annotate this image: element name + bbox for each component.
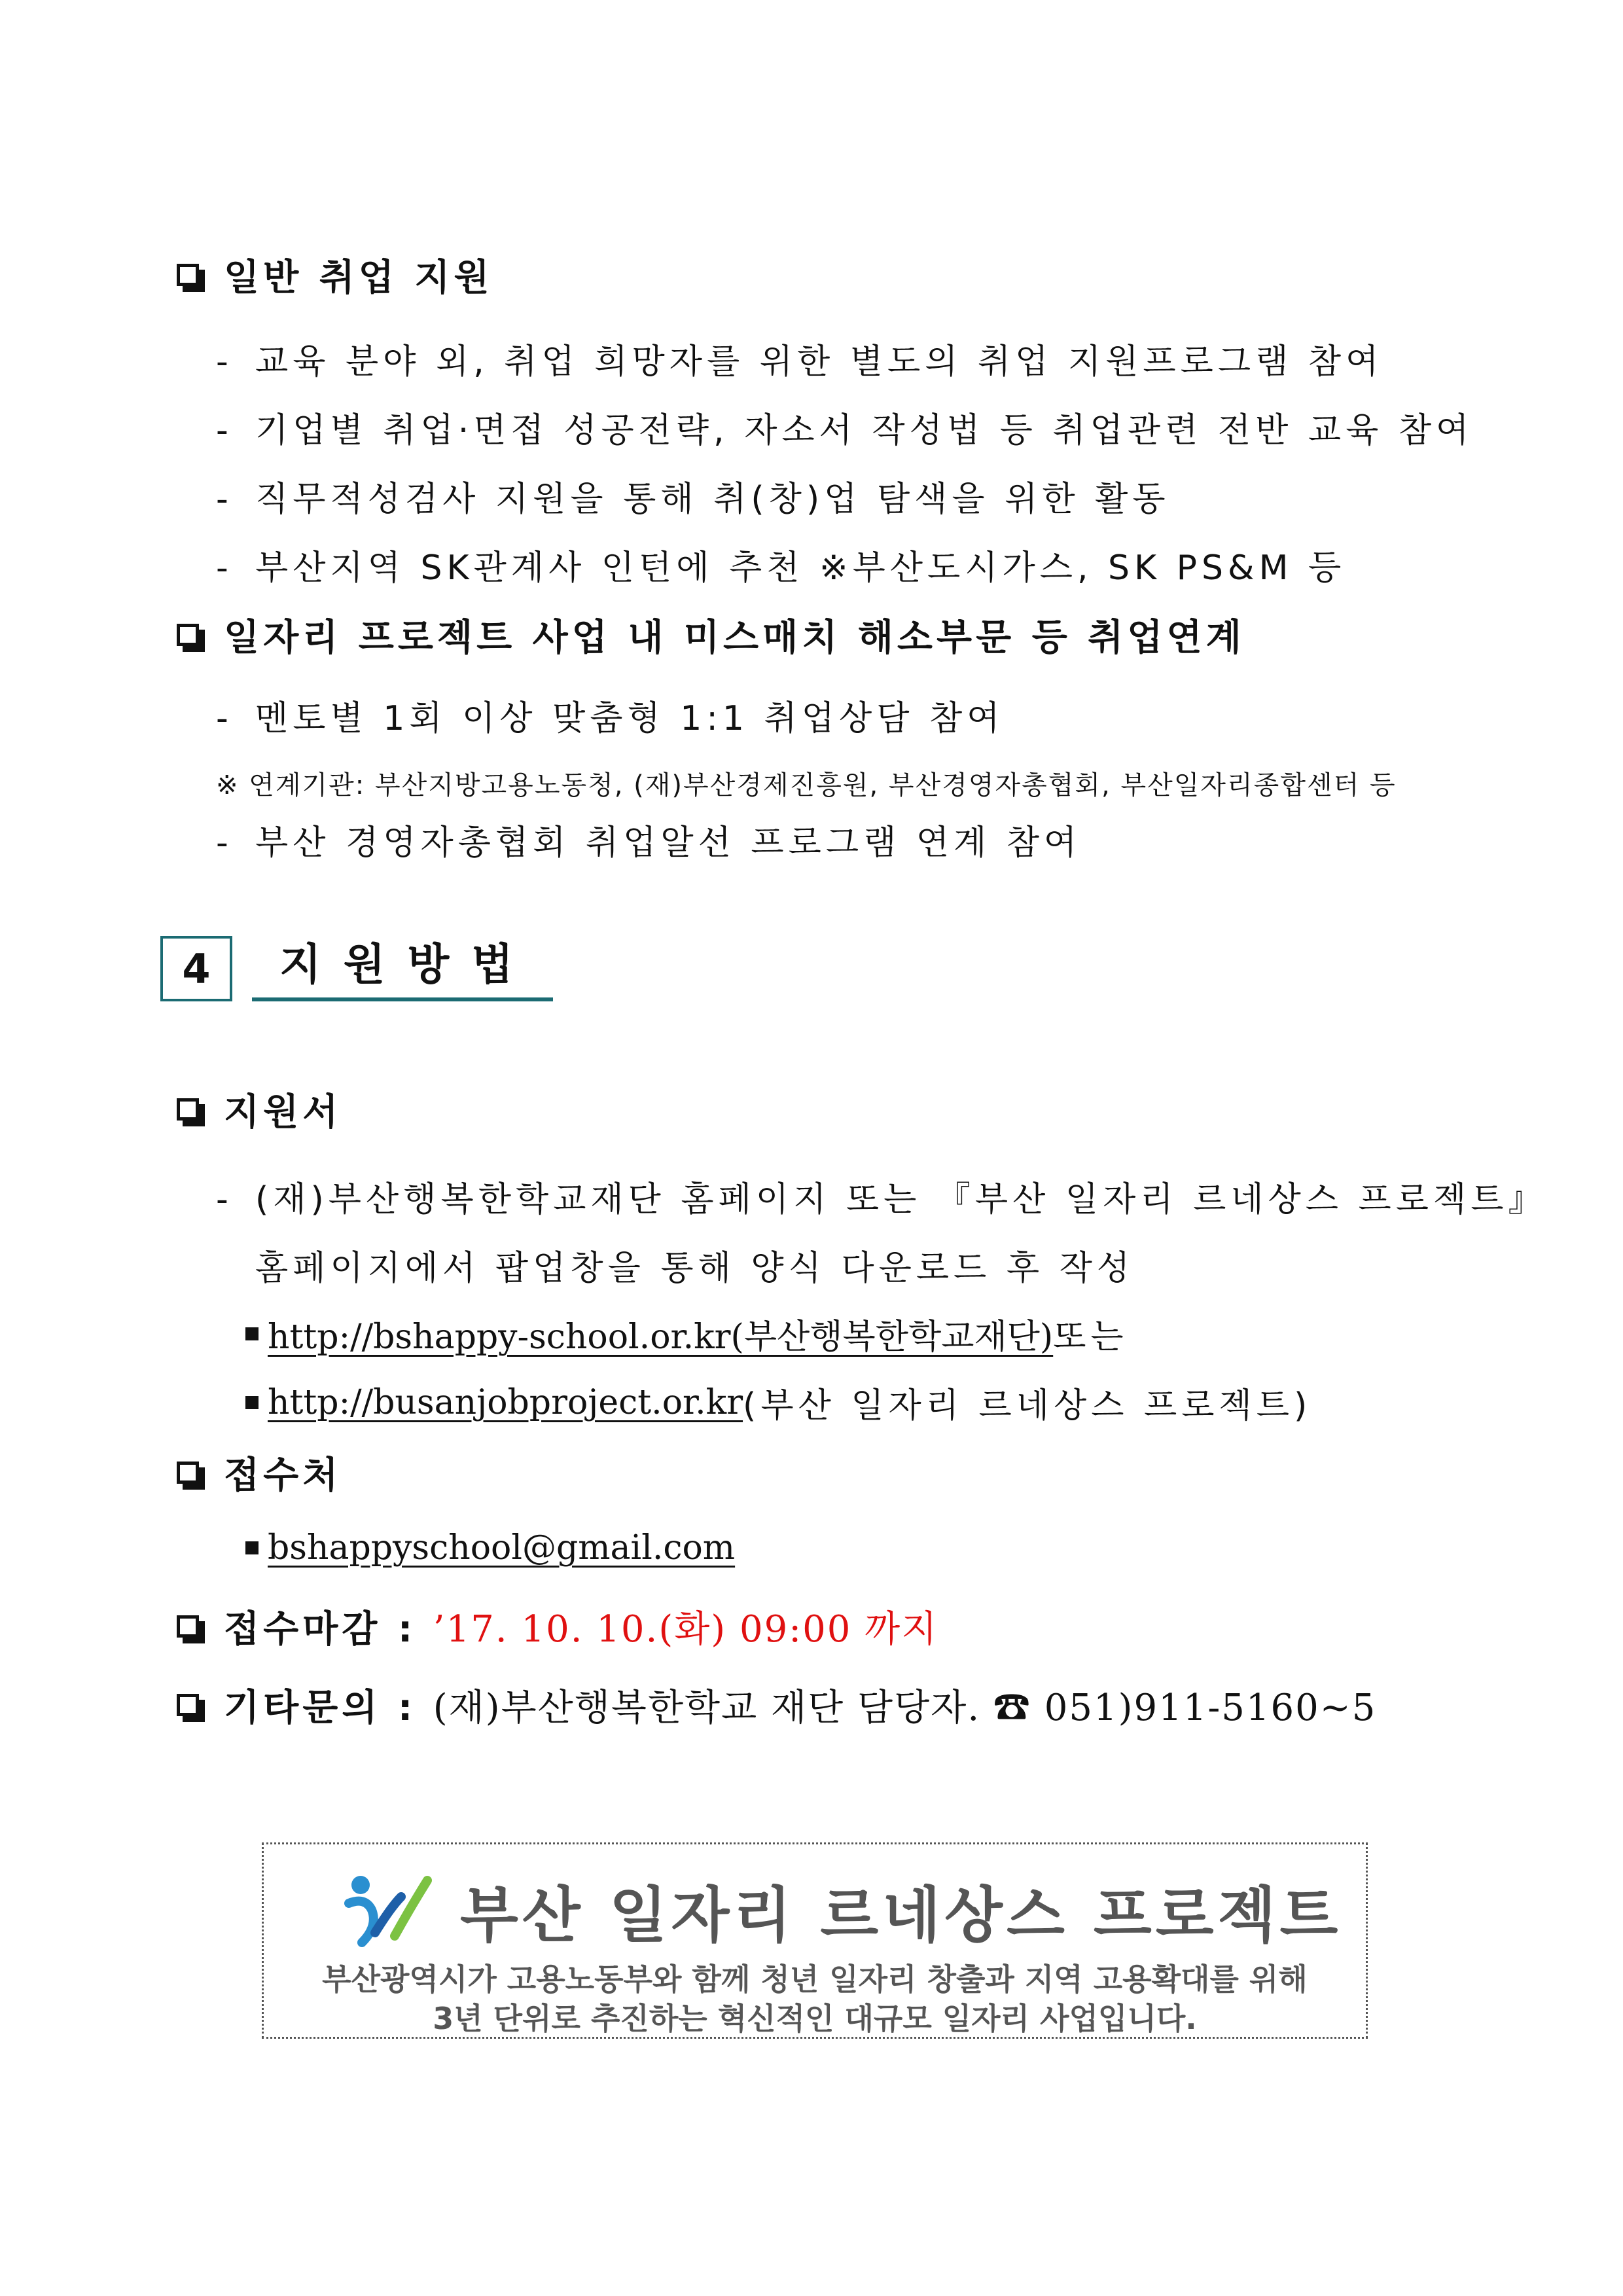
- link-row-1: [245, 1309, 1128, 1358]
- project-item-2: - 부산 경영자총협회 취업알선 프로그램 연계 참여: [216, 823, 1082, 863]
- link-2-suffix: (부산 일자리 르네상스 프로젝트): [743, 1386, 1312, 1426]
- checkbox-icon: [177, 624, 199, 646]
- email-link[interactable]: bshappyschool@gmail.com: [268, 1528, 736, 1568]
- project-logo-icon: [336, 1871, 434, 1949]
- general-item-3: - 직무적성검사 지원을 통해 취(창)업 탐색을 위한 활동: [216, 480, 1170, 519]
- application-line-1: - (재)부산행복한학교재단 홈페이지 또는 『부산 일자리 르네상스 프로젝트』: [216, 1180, 1547, 1219]
- inquiry-value: (재)부산행복한학교 재단 담당자. ☎ 051)911-5160~5: [433, 1687, 1377, 1729]
- checkbox-icon: [177, 1694, 199, 1716]
- banner-desc-line-2: 3년 단위로 추진하는 혁신적인 대규모 일자리 사업입니다.: [433, 2001, 1197, 2036]
- link-row-2: [245, 1378, 1311, 1427]
- section-reception-title: [177, 1446, 342, 1499]
- square-bullet-icon: [245, 1327, 259, 1340]
- general-item-4: - 부산지역 SK관계사 인턴에 추천 ※부산도시가스, SK PS&M 등: [216, 548, 1346, 588]
- section-heading: 지원방법: [252, 928, 553, 1001]
- section-general-title: [177, 249, 493, 301]
- reception-title-text: 접수처: [224, 1454, 342, 1497]
- deadline-label: 접수마감 :: [224, 1608, 433, 1651]
- checkbox-icon: [177, 1462, 199, 1484]
- checkbox-icon: [177, 264, 199, 286]
- inquiry-label: 기타문의 :: [224, 1687, 433, 1729]
- section-project-title: [177, 609, 1245, 661]
- general-item-1: - 교육 분야 외, 취업 희망자를 위한 별도의 취업 지원프로그램 참여: [216, 342, 1383, 382]
- banner-title: 부산 일자리 르네상스 프로젝트: [460, 1880, 1342, 1950]
- general-item-2: - 기업별 취업·면접 성공전략, 자소서 작성법 등 취업관련 전반 교육 참여: [216, 411, 1474, 450]
- homepage-link-2[interactable]: http://busanjobproject.or.kr: [268, 1382, 743, 1422]
- square-bullet-icon: [245, 1396, 259, 1409]
- homepage-link-1[interactable]: http://bshappy-school.or.kr(부산행복한학교재단): [268, 1318, 1054, 1357]
- link-1-suffix: 또는: [1053, 1318, 1128, 1357]
- section-deadline: [177, 1600, 938, 1653]
- email-row: [245, 1528, 735, 1568]
- project-banner: [262, 1842, 1368, 2039]
- checkbox-icon: [177, 1615, 199, 1638]
- project-note: ※ 연계기관: 부산지방고용노동청, (재)부산경제진흥원, 부산경영자총협회, 부산일자리종합센터 등: [216, 770, 1397, 800]
- deadline-value: ’17. 10. 10.(화) 09:00 까지: [433, 1608, 938, 1651]
- project-item-1: - 멘토별 1회 이상 맞춤형 1:1 취업상담 참여: [216, 699, 1005, 738]
- banner-desc-line-1: 부산광역시가 고용노동부와 함께 청년 일자리 창출과 지역 고용확대를 위해: [322, 1962, 1308, 1997]
- application-title-text: 지원서: [224, 1091, 342, 1134]
- section-number-box: 4: [160, 936, 232, 1001]
- application-line-2: 홈페이지에서 팝업창을 통해 양식 다운로드 후 작성: [255, 1249, 1135, 1288]
- section-inquiry: [177, 1679, 1376, 1731]
- checkbox-icon: [177, 1098, 199, 1121]
- project-title-text: 일자리 프로젝트 사업 내 미스매치 해소부문 등 취업연계: [224, 617, 1245, 659]
- square-bullet-icon: [245, 1541, 259, 1554]
- section-application-title: [177, 1083, 342, 1136]
- general-title-text: 일반 취업 지원: [224, 257, 493, 299]
